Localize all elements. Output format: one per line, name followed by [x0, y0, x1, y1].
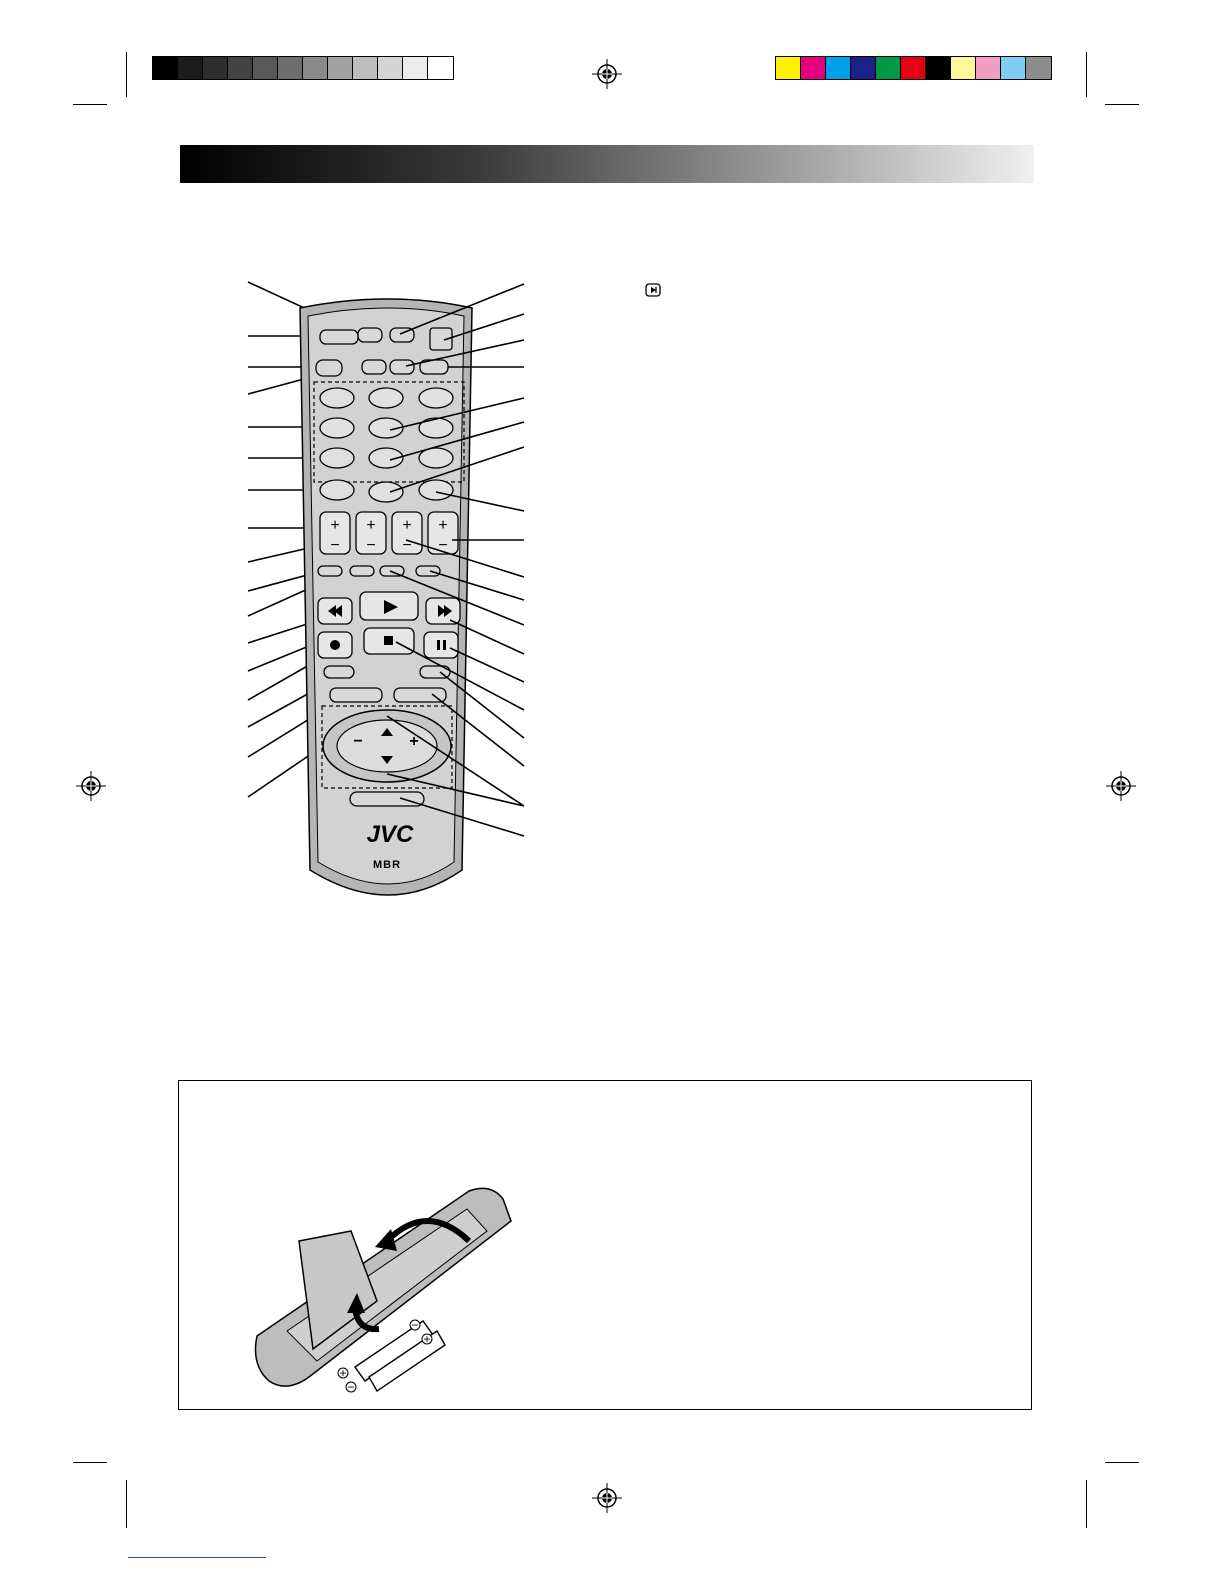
svg-text:−: −	[411, 1318, 419, 1332]
section-header-bar	[180, 145, 1034, 183]
color-swatch	[1026, 57, 1051, 79]
crop-mark	[1105, 1462, 1139, 1463]
model-label: MBR	[372, 859, 402, 871]
crop-mark	[126, 52, 127, 97]
registration-mark-icon	[592, 59, 622, 89]
registration-mark-icon	[76, 771, 106, 801]
svg-text:−: −	[402, 537, 412, 554]
crop-mark	[1105, 104, 1139, 105]
color-swatch	[203, 57, 228, 79]
svg-text:−: −	[330, 537, 340, 554]
registration-mark-icon	[1106, 771, 1136, 801]
color-swatch	[353, 57, 378, 79]
svg-text:+: +	[402, 517, 412, 534]
color-swatch	[278, 57, 303, 79]
crop-mark	[73, 104, 107, 105]
crop-mark	[1086, 1480, 1087, 1528]
svg-text:+: +	[423, 1332, 431, 1346]
color-swatch	[851, 57, 876, 79]
color-swatch	[976, 57, 1001, 79]
input-arrow-icon	[645, 283, 661, 297]
color-swatch	[926, 57, 951, 79]
color-swatch	[776, 57, 801, 79]
svg-text:+: +	[438, 517, 448, 534]
color-swatch	[328, 57, 353, 79]
svg-text:+: +	[339, 1366, 347, 1380]
color-calibration-bar	[775, 56, 1052, 80]
color-swatch	[876, 57, 901, 79]
remote-control-illustration	[240, 270, 540, 920]
crop-mark	[1086, 52, 1087, 97]
color-swatch	[303, 57, 328, 79]
color-swatch	[428, 57, 453, 79]
battery-installation-box	[178, 1080, 1032, 1410]
svg-text:−: −	[347, 1380, 355, 1394]
color-swatch	[801, 57, 826, 79]
brand-label: JVC	[366, 821, 414, 848]
color-swatch	[253, 57, 278, 79]
svg-text:+: +	[366, 517, 376, 534]
grayscale-calibration-bar	[152, 56, 454, 80]
svg-text:−: −	[366, 537, 376, 554]
battery-installation-illustration	[247, 1181, 547, 1401]
page-link-underline[interactable]	[128, 1557, 266, 1558]
crop-mark	[73, 1462, 107, 1463]
color-swatch	[951, 57, 976, 79]
color-swatch	[1001, 57, 1026, 79]
svg-text:−: −	[353, 733, 363, 750]
svg-text:+: +	[409, 733, 419, 750]
color-swatch	[826, 57, 851, 79]
color-swatch	[901, 57, 926, 79]
svg-text:−: −	[438, 537, 448, 554]
crop-mark	[126, 1480, 127, 1528]
svg-text:+: +	[330, 517, 340, 534]
color-swatch	[228, 57, 253, 79]
registration-mark-icon	[592, 1483, 622, 1513]
color-swatch	[378, 57, 403, 79]
color-swatch	[403, 57, 428, 79]
color-swatch	[153, 57, 178, 79]
color-swatch	[178, 57, 203, 79]
